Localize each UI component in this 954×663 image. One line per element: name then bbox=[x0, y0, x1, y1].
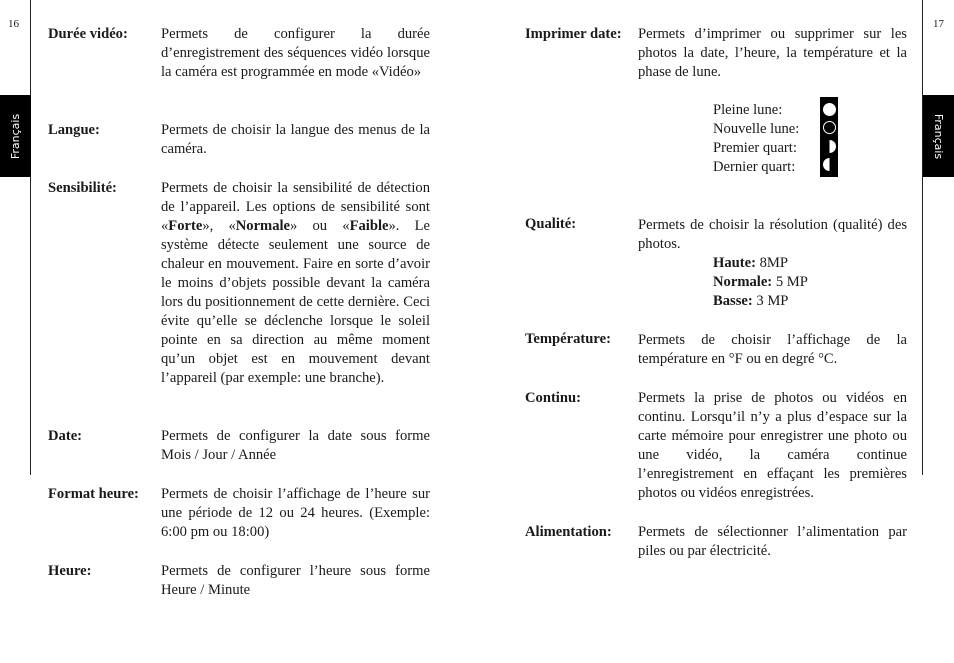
entry-term: Continu: bbox=[525, 390, 581, 406]
language-tab-left bbox=[0, 95, 31, 177]
last-quarter-icon bbox=[823, 158, 836, 171]
entry-description: Permets la prise de photos ou vidéos en continu. Lorsqu’il n’y a plus d’espace sur la carte mémoire pour enregistrer une photo ou une vidéo, la caméra continue l’enregistrement en effaçant les premières photos ou vidéos enregistrées. bbox=[638, 390, 907, 501]
first-quarter-icon bbox=[823, 140, 836, 153]
entry-term: Qualité: bbox=[525, 216, 577, 232]
moon-phase-icons bbox=[820, 97, 838, 177]
entry-term: Sensibilité: bbox=[48, 180, 117, 196]
entry-description: Permets de choisir la langue des menus de la caméra. bbox=[161, 122, 430, 157]
page-number-left: 16 bbox=[8, 18, 19, 30]
quality-option: Basse: 3 MP bbox=[713, 293, 789, 309]
entry-description: Permets de configurer la date sous forme Mois / Jour / Année bbox=[161, 428, 430, 463]
moon-phase-label: Premier quart: bbox=[713, 140, 797, 156]
entry-description: Permets d’imprimer ou supprimer sur les photos la date, l’heure, la température et la phase de lune. bbox=[638, 26, 907, 80]
entry-description: Permets de sélectionner l’alimentation par piles ou par électricité. bbox=[638, 524, 907, 559]
entry-description: Permets de choisir l’affichage de l’heure sur une période de 12 ou 24 heures. (Exemple: 6:00 pm ou 18:00) bbox=[161, 486, 430, 540]
entry-term: Durée vidéo: bbox=[48, 26, 128, 42]
quality-option: Normale: 5 MP bbox=[713, 274, 808, 290]
new-moon-icon bbox=[823, 121, 836, 134]
moon-phase-label: Nouvelle lune: bbox=[713, 121, 800, 137]
quality-options bbox=[713, 254, 808, 311]
right-margin-rule bbox=[922, 0, 923, 475]
language-tab-right bbox=[923, 95, 954, 177]
moon-phase-label: Pleine lune: bbox=[713, 102, 783, 118]
left-margin-rule bbox=[30, 0, 31, 475]
entry-description: Permets de configurer la durée d’enregistrement des séquences vidéo lorsque la caméra est programmée en mode «Vidéo» bbox=[161, 26, 430, 80]
entry-term: Heure: bbox=[48, 563, 92, 579]
moon-phase-label: Dernier quart: bbox=[713, 159, 796, 175]
entry-term: Format heure: bbox=[48, 486, 139, 502]
quality-option: Haute: 8MP bbox=[713, 255, 789, 271]
full-moon-icon bbox=[823, 103, 836, 116]
entry-term: Date: bbox=[48, 428, 83, 444]
language-tab-label: Français bbox=[932, 113, 945, 159]
page-number-right: 17 bbox=[933, 18, 944, 30]
entry-description: Permets de choisir la résolution (qualité) des photos. bbox=[638, 217, 907, 252]
moon-phase-list bbox=[713, 101, 799, 177]
entry-description: Permets de choisir l’affichage de la température en °F ou en degré °C. bbox=[638, 332, 907, 367]
language-tab-label: Français bbox=[9, 113, 22, 159]
entry-description: Permets de configurer l’heure sous forme Heure / Minute bbox=[161, 563, 430, 598]
entry-term: Alimentation: bbox=[525, 524, 612, 540]
entry-term: Langue: bbox=[48, 122, 100, 138]
entry-description: Permets de choisir la sensibilité de détection de l’appareil. Les options de sensibilité sont «Forte», «Normale» ou «Faible». Le système détecte seulement une source de chaleur en mouvement. Faire en sorte d’avoir le moins d’objets possible devant la caméra lors du positionnement de cette dernière. Ceci évite qu’elle se déclenche lorsque le soleil pointe en sa direction au même moment qu’un objet est en mouvement devant l’appareil (par exemple: une branche). bbox=[161, 180, 430, 386]
entry-term: Imprimer date: bbox=[525, 26, 622, 42]
entry-term: Température: bbox=[525, 331, 611, 347]
